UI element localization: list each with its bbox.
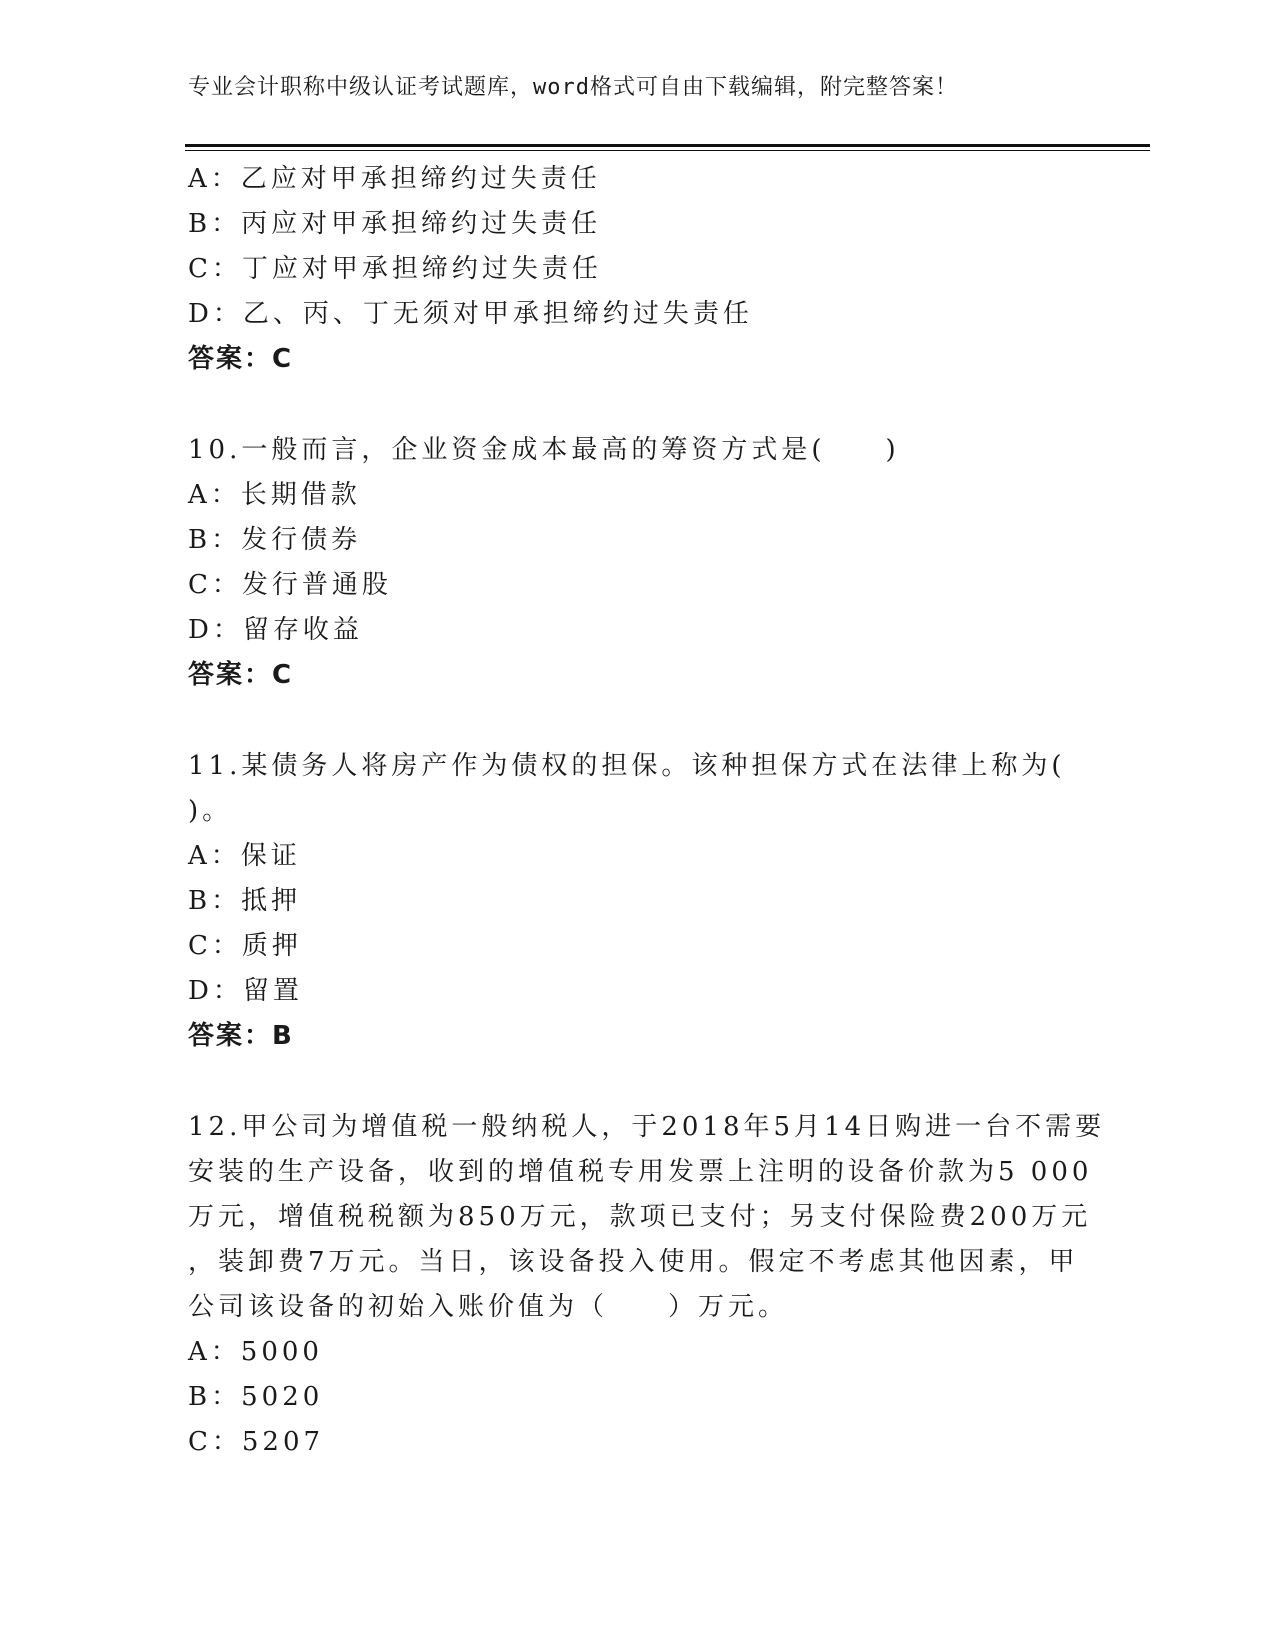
question-text: 11.某债务人将房产作为债权的担保。该种担保方式在法律上称为( (188, 751, 1066, 781)
spacer (188, 1059, 1088, 1105)
option-b: B：5020 (188, 1382, 324, 1412)
option-a: A：长期借款 (188, 480, 361, 510)
answer: 答案：C (188, 660, 294, 690)
option-d: D：留置 (188, 976, 303, 1006)
option-d: D：留存收益 (188, 615, 363, 645)
option-b: B：抵押 (188, 886, 302, 916)
question-9 (188, 157, 1088, 382)
option-c: C：5207 (188, 1427, 325, 1457)
document-body (188, 157, 1106, 1465)
option-c: C：质押 (188, 931, 302, 961)
question-text-continued: 万元，增值税税额为850万元，款项已支付；另支付保险费200万元 (188, 1202, 1092, 1232)
spacer (188, 382, 1088, 428)
question-11 (188, 744, 1088, 1059)
answer: 答案：C (188, 344, 294, 374)
question-text: 10.一般而言，企业资金成本最高的筹资方式是( ) (188, 435, 900, 465)
option-c: C：发行普通股 (188, 570, 392, 600)
question-text: 12.甲公司为增值税一般纳税人，于2018年5月14日购进一台不需要 (188, 1112, 1106, 1142)
question-text-continued: 安装的生产设备，收到的增值税专用发票上注明的设备价款为5 000 (188, 1157, 1093, 1187)
option-a: A：乙应对甲承担缔约过失责任 (188, 164, 601, 194)
header-rule-thin (185, 150, 1150, 151)
answer: 答案：B (188, 1021, 294, 1051)
option-a: A：5000 (188, 1337, 323, 1367)
option-c: C：丁应对甲承担缔约过失责任 (188, 254, 602, 284)
question-10 (188, 428, 1088, 698)
question-text-continued: 公司该设备的初始入账价值为（ ）万元。 (188, 1292, 789, 1322)
header-rule-thick (185, 144, 1150, 147)
question-text-continued: )。 (188, 796, 233, 826)
document-header: 专业会计职称中级认证考试题库，word格式可自由下载编辑，附完整答案！ (188, 75, 958, 100)
question-text-continued: ，装卸费7万元。当日，该设备投入使用。假定不考虑其他因素，甲 (188, 1247, 1079, 1277)
option-a: A：保证 (188, 841, 301, 871)
question-12 (188, 1105, 1106, 1465)
spacer (188, 698, 1088, 744)
option-b: B：丙应对甲承担缔约过失责任 (188, 209, 602, 239)
option-b: B：发行债券 (188, 525, 362, 555)
option-d: D：乙、丙、丁无须对甲承担缔约过失责任 (188, 299, 753, 329)
